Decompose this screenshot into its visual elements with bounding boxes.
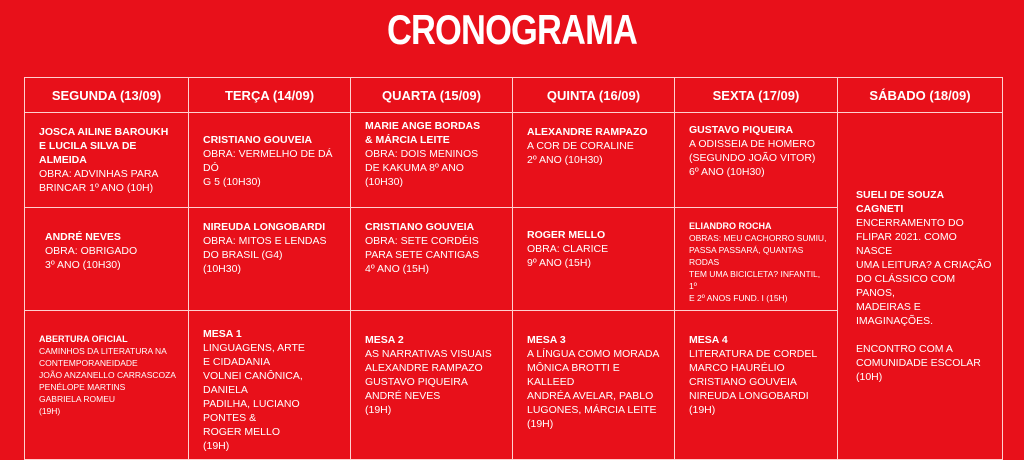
event-detail: TEM UMA BICICLETA? INFANTIL, 1º [689, 269, 821, 291]
event-detail: OBRAS: MEU CACHORRO SUMIU, [689, 233, 827, 243]
speaker-name: ABERTURA OFICIAL [39, 334, 128, 344]
event-detail: OBRA: ADVINHAS PARA [39, 168, 159, 180]
cell-terca-2 [189, 208, 351, 311]
schedule-table [24, 77, 1003, 460]
event-detail: OBRA: DOIS MENINOS [365, 148, 479, 160]
speaker-name: MARIE ANGE BORDAS [365, 120, 481, 132]
day-header-terca: TERÇA (14/09) [189, 78, 351, 113]
event-detail: (19H) [203, 440, 230, 452]
event-detail: GABRIELA ROMEU [39, 394, 116, 404]
event-detail: IMAGINAÇÕES. [856, 315, 934, 327]
event-detail: BRINCAR 1º ANO (10H) [39, 182, 154, 194]
speaker-name: MESA 1 [203, 328, 242, 340]
speaker-name: MESA 4 [689, 334, 728, 346]
cell-terca-1 [189, 113, 351, 208]
cell-quinta-1 [513, 113, 675, 208]
event-detail: CRISTIANO GOUVEIA [689, 376, 797, 388]
event-detail: DE KAKUMA 8º ANO [365, 162, 464, 174]
event-detail: (19H) [527, 418, 554, 430]
event-detail: 2º ANO (10H30) [527, 154, 603, 166]
event-detail: LUGONES, MÁRCIA LEITE [527, 404, 657, 416]
speaker-name: NIREUDA LONGOBARDI [203, 221, 326, 233]
event-detail: OBRA: VERMELHO DE DÁ DÓ [203, 148, 333, 174]
event-detail: CAMINHOS DA LITERATURA NA [39, 346, 167, 356]
cell-segunda-2 [25, 208, 189, 311]
speaker-name: JOSCA AILINE BAROUKH [39, 126, 169, 138]
event-detail: 6º ANO (10H30) [689, 166, 765, 178]
event-detail: CONTEMPORANEIDADE [39, 358, 138, 368]
speaker-name: ROGER MELLO [527, 229, 606, 241]
event-detail: 4º ANO (15H) [365, 263, 429, 275]
event-detail: UMA LEITURA? A CRIAÇÃO [856, 259, 992, 271]
cell-sexta-1 [675, 113, 838, 208]
speaker-name: MESA 2 [365, 334, 404, 346]
event-detail: (10H) [856, 371, 883, 383]
event-detail: AS NARRATIVAS VISUAIS [365, 348, 492, 360]
speaker-name: & MÁRCIA LEITE [365, 134, 450, 146]
event-detail: E 2º ANOS FUND. I (15H) [689, 293, 788, 303]
speaker-name: CRISTIANO GOUVEIA [203, 134, 313, 146]
day-header-segunda: SEGUNDA (13/09) [25, 78, 189, 113]
event-detail: 9º ANO (15H) [527, 257, 591, 269]
event-detail: LINGUAGENS, ARTE [203, 342, 305, 354]
speaker-name: MESA 3 [527, 334, 566, 346]
cell-quarta-1 [351, 113, 513, 208]
event-detail: LITERATURA DE CORDEL [689, 348, 818, 360]
event-detail: A LÍNGUA COMO MORADA [527, 348, 660, 360]
cell-sabado [838, 113, 1003, 460]
event-detail: (19H) [365, 404, 392, 416]
cell-sexta-3 [675, 311, 838, 460]
event-detail: DO BRASIL (G4) [203, 249, 283, 261]
day-header-quarta: QUARTA (15/09) [351, 78, 513, 113]
speaker-name: CRISTIANO GOUVEIA [365, 221, 475, 233]
event-detail: JOÃO ANZANELLO CARRASCOZA [39, 370, 176, 380]
event-detail: G 5 (10H30) [203, 176, 261, 188]
speaker-name: GUSTAVO PIQUEIRA [689, 124, 794, 136]
event-detail: (10H30) [203, 263, 241, 275]
speaker-name: SUELI DE SOUZA CAGNETI [856, 189, 944, 215]
event-detail: E CIDADANIA [203, 356, 271, 368]
cell-quarta-2 [351, 208, 513, 311]
event-detail: MÔNICA BROTTI E KALLEED [527, 362, 620, 388]
day-header-sabado: SÁBADO (18/09) [838, 78, 1003, 113]
event-detail: VOLNEI CANÔNICA, DANIELA [203, 370, 303, 396]
event-detail: ALEXANDRE RAMPAZO [365, 362, 483, 374]
event-detail: (19H) [689, 404, 716, 416]
cell-segunda-3 [25, 311, 189, 460]
event-detail: COMUNIDADE ESCOLAR [856, 357, 981, 369]
day-header-sexta: SEXTA (17/09) [675, 78, 838, 113]
speaker-name: ANDRÉ NEVES [45, 231, 121, 243]
event-detail: PARA SETE CANTIGAS [365, 249, 480, 261]
event-detail: OBRA: OBRIGADO [45, 245, 138, 257]
event-detail: DO CLÁSSICO COM PANOS, [856, 273, 956, 299]
event-detail: OBRA: MITOS E LENDAS [203, 235, 327, 247]
cell-terca-3 [189, 311, 351, 460]
event-detail: MADEIRAS E [856, 301, 921, 313]
event-detail: ANDRÉ NEVES [365, 390, 441, 402]
event-detail: ANDRÉA AVELAR, PABLO [527, 390, 654, 402]
speaker-name: E LUCILA SILVA DE ALMEIDA [39, 140, 137, 166]
event-detail: (10H30) [365, 176, 403, 188]
speaker-name: ALEXANDRE RAMPAZO [527, 126, 648, 138]
page-title: CRONOGRAMA [386, 6, 638, 53]
cell-segunda-1 [25, 113, 189, 208]
cell-sexta-2 [675, 208, 838, 311]
event-detail: ENCONTRO COM A [856, 343, 953, 355]
event-detail: GUSTAVO PIQUEIRA [365, 376, 468, 388]
event-detail: (19H) [39, 406, 61, 416]
cell-quinta-2 [513, 208, 675, 311]
event-detail: PENÉLOPE MARTINS [39, 382, 126, 392]
event-detail: OBRA: CLARICE [527, 243, 609, 255]
event-detail: MARCO HAURÉLIO [689, 362, 785, 374]
event-detail: A ODISSEIA DE HOMERO [689, 138, 816, 150]
event-detail: PADILHA, LUCIANO PONTES & [203, 398, 300, 424]
event-detail: NIREUDA LONGOBARDI [689, 390, 809, 402]
event-detail: OBRA: SETE CORDÉIS [365, 235, 479, 247]
event-detail: FLIPAR 2021. COMO NASCE [856, 231, 957, 257]
slot-row-morning [25, 113, 1003, 208]
day-header-quinta: QUINTA (16/09) [513, 78, 675, 113]
event-detail: 3º ANO (10H30) [45, 259, 121, 271]
speaker-name: ELIANDRO ROCHA [689, 221, 772, 231]
header-row [25, 78, 1003, 113]
event-detail: ROGER MELLO [203, 426, 281, 438]
cell-quarta-3 [351, 311, 513, 460]
cell-quinta-3 [513, 311, 675, 460]
event-detail: ENCERRAMENTO DO [856, 217, 964, 229]
event-detail: (SEGUNDO JOÃO VITOR) [689, 152, 816, 164]
event-detail: PASSA PASSARÁ, QUANTAS RODAS [689, 245, 804, 267]
event-detail: A COR DE CORALINE [527, 140, 634, 152]
